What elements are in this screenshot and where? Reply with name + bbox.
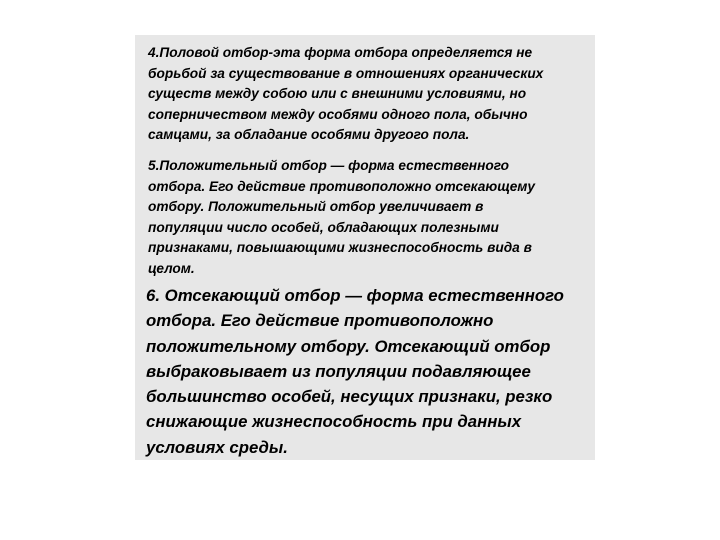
paragraph-line: положительному отбору. Отсекающий отбор [146,336,551,356]
paragraph-line: целом. [148,260,195,276]
paragraph-line: отбора. Его действие противоположно [146,311,494,331]
paragraph-sexual-selection [148,43,543,146]
paragraph-line: условиях среды. [146,437,288,457]
paragraph-line: существ между собою или с внешними условиями, но [148,86,527,101]
paragraph-positive-selection [148,156,535,279]
paragraph-line: признаками, повышающими жизнеспособность вида в [148,240,532,255]
paragraph-line: отбору. Положительный отбор увеличивает в [148,199,484,214]
paragraph-line: 4.Половой отбор-эта форма отбора определяется не [148,45,533,60]
paragraph-line: соперничеством между особями одного пола, обычно [148,106,528,122]
paragraph-line: большинство особей, несущих признаки, резко [146,387,553,407]
paragraph-line: популяции число особей, обладающих полезными [148,219,499,235]
paragraph-line: снижающие жизнеспособность при данных [146,412,522,432]
paragraph-line: 5.Положительный отбор — форма естественного [148,158,510,173]
paragraph-line: самцами, за обладание особями другого пола. [148,127,470,142]
paragraph-line: борьбой за существование в отношениях органических [148,65,544,81]
paragraph-cutoff-selection [146,283,564,460]
paragraph-line: выбраковывает из популяции подавляющее [146,361,531,381]
paragraph-line: отбора. Его действие противоположно отсекающему [148,178,536,194]
paragraph-line: 6. Отсекающий отбор — форма естественного [146,286,564,305]
